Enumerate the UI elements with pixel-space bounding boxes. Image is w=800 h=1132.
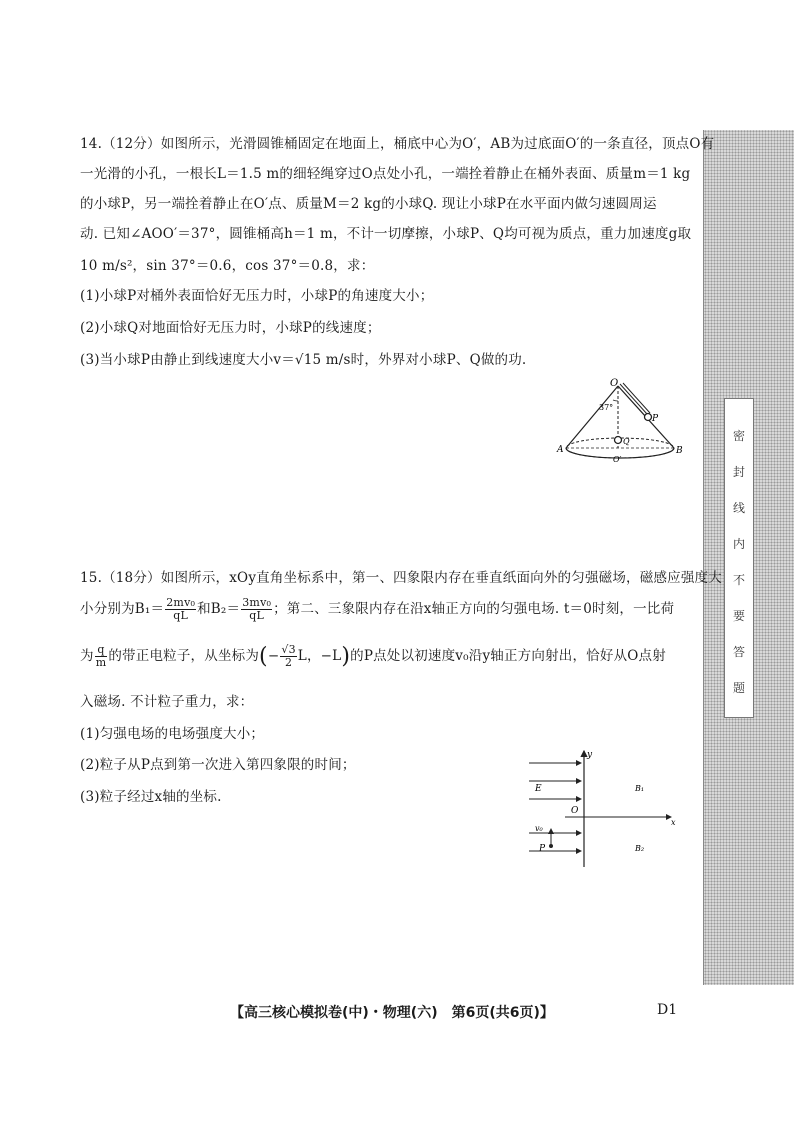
seal-char: 封 (732, 465, 745, 479)
fraction-denominator: qL (173, 609, 189, 622)
fraction-numerator: 2mv₀ (166, 596, 196, 609)
label-B1: B₁ (635, 784, 645, 793)
q15-line (80, 597, 674, 622)
q14-line: 的小球P，另一端拴着静止在O′点、质量M＝2 kg的小球Q. 现让小球P在水平面内做匀速圆周运 (80, 196, 657, 212)
label-O: O (571, 806, 579, 816)
fraction-charge-mass (95, 644, 108, 669)
q15-line (80, 644, 666, 669)
seal-char: 内 (732, 537, 745, 551)
ball-p (645, 414, 652, 421)
text-span: 小分别为B₁＝ (80, 601, 165, 617)
seal-char: 要 (732, 609, 745, 623)
fraction-b2 (241, 597, 272, 622)
text-span: 的带正电粒子，从坐标为 (108, 648, 260, 664)
fraction-denominator: 2 (284, 656, 293, 669)
label-O-prime: O′ (613, 455, 622, 464)
seal-char: 题 (732, 681, 745, 695)
cone-figure (555, 378, 685, 468)
seal-char: 答 (732, 645, 745, 659)
label-v0: v₀ (535, 824, 543, 833)
q14-line: 动. 已知∠AOO′＝37°，圆锥桶高h＝1 m，不计一切摩擦，小球P、Q均可视为质点，重力加速度g取 (80, 226, 692, 242)
label-Q: Q (623, 437, 630, 446)
fraction-denominator: qL (249, 609, 265, 622)
label-B: B (676, 446, 683, 456)
label-O: O (610, 378, 619, 389)
sealing-line-notice (724, 398, 754, 718)
label-angle: 37° (599, 403, 614, 412)
seal-char: 不 (732, 573, 745, 587)
fraction-numerator: 3mv₀ (242, 596, 272, 609)
label-x: x (671, 818, 676, 827)
text-span: 的P点处以初速度v₀沿y轴正方向射出，恰好从O点射 (350, 648, 666, 664)
paren: ) (341, 644, 351, 669)
q15-line: 15.（18分）如图所示，xOy直角坐标系中，第一、四象限内存在垂直纸面向外的匀强磁场，磁感应强度大 (80, 570, 722, 586)
q15-subquestion-1: (1)匀强电场的电场强度大小； (80, 726, 265, 742)
text-span: 为 (80, 648, 94, 664)
page-code: D1 (657, 1002, 678, 1018)
q15-line: 入磁场. 不计粒子重力，求： (80, 694, 254, 710)
fraction-numerator: √3 (281, 643, 296, 656)
seal-char: 密 (732, 429, 745, 443)
text-span: L，−L (297, 648, 342, 664)
fraction-b1 (165, 597, 196, 622)
page-footer: 【高三核心模拟卷(中)・物理(六) 第6页(共6页)】 (230, 1005, 554, 1021)
fraction-coordinate (280, 644, 296, 669)
coordinate-figure (525, 745, 685, 870)
label-P: P (539, 844, 546, 854)
label-A: A (557, 445, 564, 455)
label-E: E (535, 784, 542, 794)
label-P: P (652, 414, 659, 424)
ball-q (615, 437, 622, 444)
paren: ( (259, 644, 268, 669)
label-y: y (587, 750, 593, 760)
q14-subquestion-2: (2)小球Q对地面恰好无压力时，小球P的线速度； (80, 320, 381, 336)
label-B2: B₂ (635, 844, 645, 853)
text-span: ；第二、三象限内存在沿x轴正方向的匀强电场. t＝0时刻，一比荷 (273, 601, 675, 617)
text-span: 和B₂＝ (197, 601, 241, 617)
q14-line: 14.（12分）如图所示，光滑圆锥桶固定在地面上，桶底中心为O′，AB为过底面O′的一条直径，顶点O有 (80, 136, 715, 152)
q14-line: 一光滑的小孔，一根长L＝1.5 m的细轻绳穿过O点处小孔，一端拴着静止在桶外表面、质量m＝1 kg (80, 166, 691, 182)
q14-subquestion-3: (3)当小球P由静止到线速度大小v＝√15 m/s时，外界对小球P、Q做的功. (80, 352, 527, 368)
q15-subquestion-2: (2)粒子从P点到第一次进入第四象限的时间； (80, 757, 356, 773)
fraction-numerator: q (95, 644, 108, 657)
q14-subquestion-1: (1)小球P对桶外表面恰好无压力时，小球P的角速度大小； (80, 288, 434, 304)
text-span: − (267, 648, 280, 664)
q14-line: 10 m/s²，sin 37°＝0.6，cos 37°＝0.8，求： (80, 258, 375, 274)
seal-char: 线 (732, 501, 745, 515)
fraction-denominator: m (95, 656, 107, 669)
q15-subquestion-3: (3)粒子经过x轴的坐标. (80, 789, 222, 805)
